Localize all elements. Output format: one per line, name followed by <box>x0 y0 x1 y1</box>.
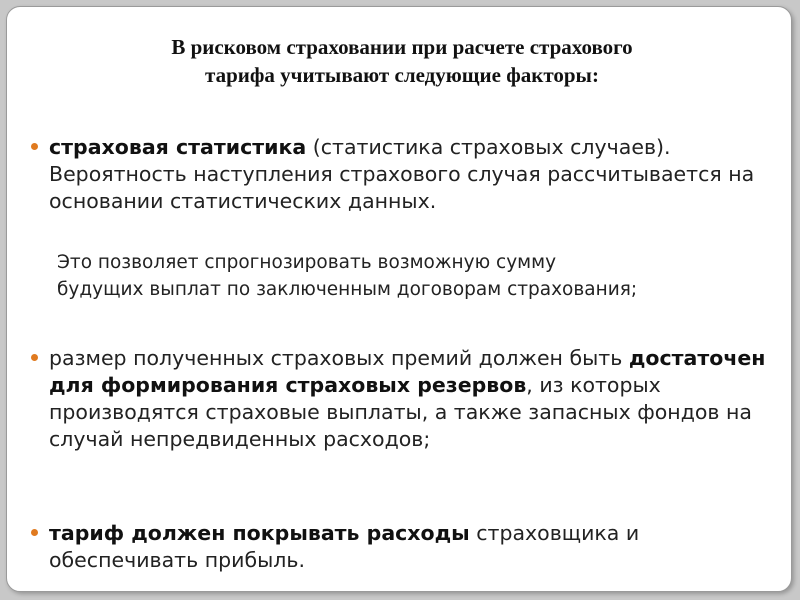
bullet-bold-text: тариф должен покрывать расходы <box>49 521 470 545</box>
bullet-body-text: размер полученных страховых премий должен быть <box>49 346 629 370</box>
bullet-text <box>49 134 781 215</box>
bullet-body-text-after: , из которых производятся страховые выплаты, а также запасных фондов на случай непредвиденных расходов; <box>49 373 752 451</box>
note-line-1: Это позволяет спрогнозировать возможную сумму <box>57 252 557 273</box>
bullet-statistics <box>31 134 781 215</box>
bullet-text <box>49 345 781 453</box>
bullet-premiums <box>31 345 781 453</box>
bullet-body-text: (статистика страховых случаев). Вероятность наступления страхового случая рассчитывается на основании статистических данных. <box>49 135 755 213</box>
note-line-2: будущих выплат по заключенным договорам страхования; <box>57 279 638 300</box>
title-line-1: В рисковом страховании при расчете страхового <box>171 35 633 59</box>
bullet-dot-icon <box>31 529 38 536</box>
bullet-body-text: страховщика и обеспечивать прибыль. <box>49 521 640 572</box>
slide <box>6 6 792 592</box>
bullet-bold-text: достаточен для формирования страховых резервов <box>49 346 766 397</box>
bullet-dot-icon <box>31 354 38 361</box>
bullet-tariff <box>31 520 781 574</box>
slide-title <box>67 33 737 89</box>
title-line-2: тарифа учитывают следующие факторы: <box>205 63 599 87</box>
statistics-note <box>57 249 797 303</box>
bullet-bold-text: страховая статистика <box>49 135 307 159</box>
bullet-dot-icon <box>31 143 38 150</box>
bullet-text <box>49 520 781 574</box>
